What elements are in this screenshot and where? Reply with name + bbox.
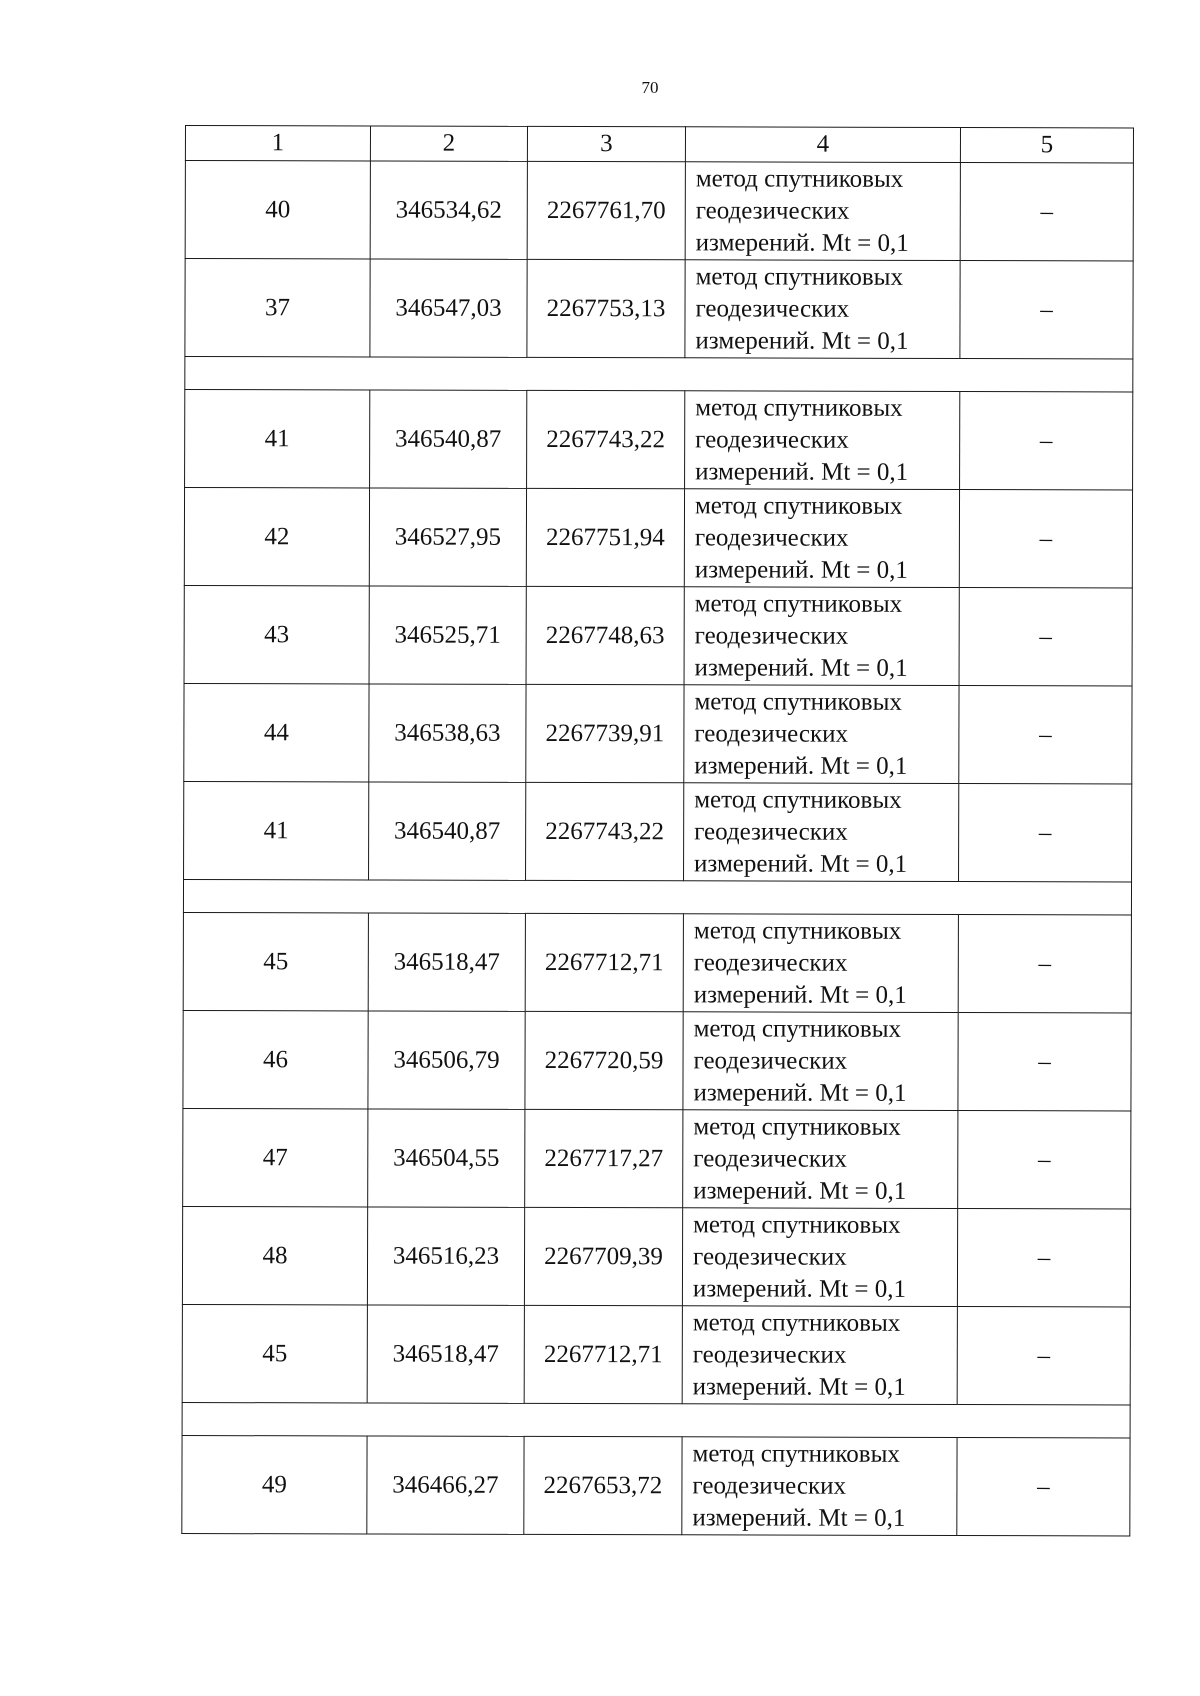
method-line: геодезических	[692, 1471, 847, 1500]
group-separator-row	[185, 357, 1133, 392]
table-row	[184, 585, 1132, 685]
point-number-cell: 40	[185, 161, 370, 259]
coordinate-y-cell: 2267653,72	[524, 1436, 682, 1534]
coordinate-x-cell: 346518,47	[367, 1305, 524, 1403]
method-cell	[683, 1110, 958, 1209]
method-line: измерений. Mt = 0,1	[695, 326, 909, 355]
note-cell: –	[960, 163, 1133, 261]
method-cell	[683, 914, 958, 1013]
method-line: геодезических	[694, 719, 849, 748]
method-line: измерений. Mt = 0,1	[695, 457, 909, 486]
method-cell	[685, 391, 960, 490]
table-row	[183, 912, 1131, 1012]
method-line: метод спутниковых	[695, 262, 904, 291]
coordinate-x-cell: 346506,79	[368, 1011, 525, 1109]
coordinate-x-cell: 346540,87	[370, 390, 527, 488]
coordinate-x-cell: 346518,47	[368, 913, 525, 1011]
coordinate-y-cell: 2267739,91	[526, 684, 684, 782]
point-number-cell: 41	[185, 390, 370, 488]
coordinate-y-cell: 2267717,27	[525, 1109, 683, 1207]
coordinate-y-cell: 2267743,22	[527, 390, 685, 488]
coordinate-y-cell: 2267712,71	[525, 913, 683, 1011]
note-cell: –	[959, 784, 1132, 882]
note-cell: –	[957, 1307, 1130, 1405]
method-line: метод спутниковых	[694, 491, 903, 520]
method-cell	[682, 1437, 957, 1536]
point-number-cell: 42	[184, 488, 369, 586]
method-cell	[684, 587, 959, 686]
method-cell	[682, 1208, 957, 1307]
point-number-cell: 49	[182, 1435, 367, 1533]
method-line: геодезических	[695, 425, 849, 454]
method-cell	[685, 260, 960, 359]
method-line: измерений. Mt = 0,1	[693, 980, 907, 1009]
method-line: метод спутниковых	[694, 687, 902, 716]
table-row	[183, 1010, 1131, 1110]
method-cell	[684, 783, 959, 882]
group-separator-row	[182, 1402, 1130, 1437]
table-row	[183, 1108, 1131, 1208]
note-cell: –	[957, 1438, 1130, 1536]
point-number-cell: 46	[183, 1010, 368, 1108]
table-row	[182, 1304, 1130, 1404]
method-line: геодезических	[694, 621, 849, 650]
header-cell: 5	[960, 128, 1133, 163]
method-line: измерений. Mt = 0,1	[694, 653, 908, 682]
coordinate-y-cell: 2267743,22	[526, 782, 684, 880]
header-cell: 3	[527, 126, 685, 161]
method-cell	[682, 1306, 957, 1405]
point-number-cell: 37	[185, 259, 370, 357]
method-line: геодезических	[693, 1046, 848, 1075]
header-cell: 4	[685, 127, 960, 163]
table-row	[185, 161, 1133, 261]
method-line: метод спутниковых	[694, 785, 902, 814]
table-body	[182, 161, 1134, 1536]
method-line: метод спутниковых	[693, 1210, 901, 1239]
method-line: измерений. Mt = 0,1	[694, 849, 908, 878]
coordinates-table	[181, 125, 1134, 1536]
coordinate-x-cell: 346527,95	[369, 488, 526, 586]
coordinate-y-cell: 2267761,70	[527, 161, 685, 259]
method-cell	[685, 162, 960, 261]
table-row	[185, 259, 1133, 359]
method-line: геодезических	[693, 1242, 847, 1271]
coordinate-y-cell: 2267720,59	[525, 1011, 683, 1109]
method-line: измерений. Mt = 0,1	[695, 228, 909, 257]
coordinate-y-cell: 2267753,13	[527, 259, 685, 357]
header-cell: 2	[370, 126, 527, 161]
method-line: геодезических	[693, 1144, 847, 1173]
coordinate-x-cell: 346466,27	[367, 1436, 524, 1534]
coordinate-x-cell: 346504,55	[368, 1109, 525, 1207]
coordinate-y-cell: 2267709,39	[524, 1207, 682, 1305]
note-cell: –	[958, 1111, 1131, 1209]
note-cell: –	[959, 490, 1132, 588]
point-number-cell: 47	[183, 1108, 368, 1206]
coordinate-y-cell: 2267751,94	[526, 488, 684, 586]
method-cell	[683, 1012, 958, 1111]
note-cell: –	[958, 915, 1131, 1013]
method-line: метод спутниковых	[695, 393, 903, 422]
note-cell: –	[959, 686, 1132, 784]
method-line: геодезических	[693, 948, 848, 977]
note-cell: –	[957, 1209, 1130, 1307]
group-separator-cell	[185, 357, 1133, 392]
note-cell: –	[959, 588, 1132, 686]
point-number-cell: 44	[184, 683, 369, 781]
method-line: измерений. Mt = 0,1	[692, 1274, 907, 1303]
method-cell	[684, 685, 959, 784]
method-line: измерений. Mt = 0,1	[693, 1176, 907, 1205]
coordinate-x-cell: 346547,03	[370, 259, 527, 357]
point-number-cell: 45	[183, 912, 368, 1010]
table-row	[184, 683, 1132, 783]
coordinate-x-cell: 346538,63	[369, 684, 526, 782]
method-line: метод спутниковых	[692, 1308, 901, 1337]
method-line: геодезических	[692, 1340, 847, 1369]
coordinate-x-cell: 346540,87	[369, 782, 526, 880]
note-cell: –	[960, 392, 1133, 490]
method-line: измерений. Mt = 0,1	[692, 1503, 906, 1532]
table-row	[182, 1435, 1130, 1535]
table-row	[185, 390, 1133, 490]
coordinate-x-cell: 346525,71	[369, 586, 526, 684]
point-number-cell: 41	[184, 781, 369, 879]
method-line: измерений. Mt = 0,1	[694, 555, 908, 584]
method-line: геодезических	[695, 294, 850, 323]
method-line: геодезических	[694, 817, 848, 846]
coordinate-y-cell: 2267712,71	[524, 1305, 682, 1403]
method-line: метод спутниковых	[695, 164, 904, 193]
method-line: метод спутниковых	[693, 1112, 901, 1141]
group-separator-row	[183, 879, 1131, 914]
table-row	[184, 781, 1132, 881]
header-cell: 1	[185, 126, 370, 161]
header-row	[185, 126, 1133, 163]
point-number-cell: 48	[182, 1206, 367, 1304]
method-line: геодезических	[694, 523, 849, 552]
method-cell	[684, 489, 959, 588]
method-line: метод спутниковых	[693, 1014, 902, 1043]
method-line: метод спутниковых	[693, 916, 902, 945]
point-number-cell: 43	[184, 585, 369, 683]
method-line: метод спутниковых	[692, 1439, 900, 1468]
point-number-cell: 45	[182, 1304, 367, 1402]
note-cell: –	[958, 1013, 1131, 1111]
method-line: измерений. Mt = 0,1	[694, 751, 908, 780]
table-row	[184, 488, 1132, 588]
coordinate-x-cell: 346516,23	[367, 1207, 524, 1305]
page-number: 70	[641, 78, 659, 97]
coordinate-y-cell: 2267748,63	[526, 586, 684, 684]
method-line: геодезических	[695, 196, 850, 225]
coordinate-x-cell: 346534,62	[370, 161, 527, 259]
table-row	[182, 1206, 1130, 1306]
note-cell: –	[960, 261, 1133, 359]
method-line: метод спутниковых	[694, 589, 903, 618]
method-line: измерений. Mt = 0,1	[692, 1372, 906, 1401]
group-separator-cell	[182, 1402, 1130, 1437]
group-separator-cell	[183, 879, 1131, 914]
method-line: измерений. Mt = 0,1	[693, 1078, 907, 1107]
